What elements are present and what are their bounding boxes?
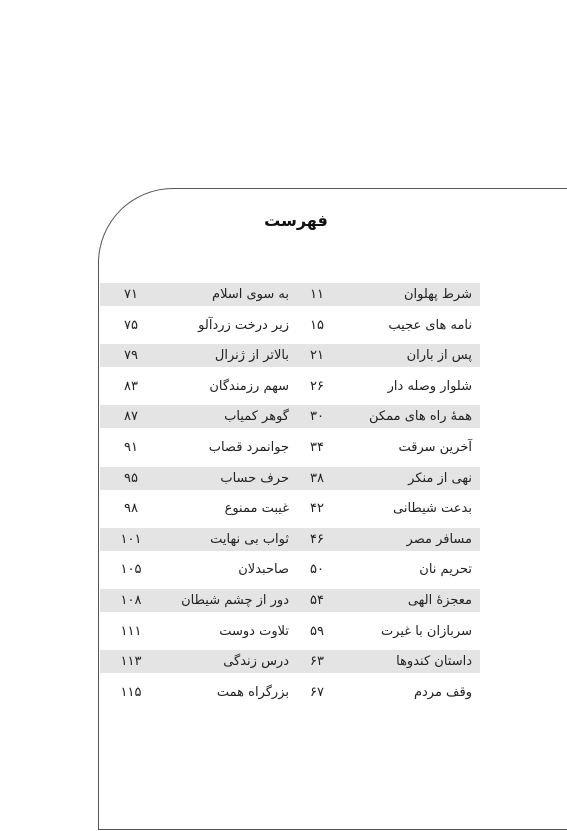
toc-entry-title: جوانمرد قصاب: [208, 439, 289, 455]
toc-entry-title: آخرین سرقت: [398, 439, 472, 455]
toc-row: [100, 620, 480, 643]
toc-entry-page: ۴۲: [310, 501, 324, 517]
toc-row: [100, 681, 480, 704]
toc-row: [100, 528, 480, 551]
toc-entry-title: به سوی اسلام: [212, 287, 289, 302]
toc-row: [100, 589, 480, 612]
toc-entry-page: ۳۴: [310, 439, 324, 455]
toc-entry-title: پس از باران: [406, 348, 472, 364]
toc-entry-title: مسافر مصر: [406, 531, 472, 547]
toc-row: [100, 436, 480, 459]
toc-row: [100, 283, 480, 306]
toc-entry-title: غیبت ممنوع: [224, 501, 289, 517]
toc-row: [100, 558, 480, 581]
toc-entry-title: معجزهٔ الهی: [407, 592, 472, 608]
toc-entry-page: ۸۳: [124, 378, 138, 394]
toc-entry-title: تحریم نان: [419, 562, 472, 578]
toc-row: [100, 314, 480, 337]
toc-entry-page: ۹۵: [124, 470, 138, 486]
toc-entry-title: بدعت شیطانی: [393, 501, 472, 517]
toc-entry-title: شلوار وصله دار: [387, 378, 472, 394]
toc-entry-title: گوهر کمیاب: [224, 409, 289, 425]
toc-entry-page: ۴۶: [310, 531, 324, 547]
toc-title: فهرست: [264, 211, 328, 230]
toc-row: [100, 375, 480, 398]
toc-entry-title: تلاوت دوست: [219, 623, 289, 639]
toc-row: [100, 467, 480, 490]
toc-entry-title: نامه های عجیب: [388, 317, 472, 333]
toc-entry-title: دور از چشم شیطان: [181, 592, 289, 608]
toc-entry-title: سربازان با غیرت: [380, 623, 472, 639]
toc-entry-title: بزرگراه همت: [216, 684, 289, 700]
toc-entry-page: ۱۱۵: [120, 684, 142, 700]
toc-entry-title: درس زندگی: [223, 654, 289, 670]
toc-entry-page: ۱۱۳: [120, 654, 142, 670]
toc-entry-title: سهم رزمندگان: [209, 378, 289, 394]
toc-entry-title: وقف مردم: [413, 684, 472, 700]
toc-entry-page: ۵۰: [310, 562, 324, 578]
toc-entry-title: ثواب بی نهایت: [210, 531, 289, 547]
toc-entry-title: حرف حساب: [220, 470, 289, 486]
toc-entry-title: صاحبدلان: [238, 562, 289, 578]
toc-entry-title: شرط پهلوان: [403, 287, 472, 302]
toc-entry-page: ۵۴: [310, 592, 324, 608]
toc-entry-page: ۲۶: [310, 378, 324, 394]
toc-entry-title: داستان کندوها: [396, 654, 472, 670]
toc-row: [100, 497, 480, 520]
toc-entry-page: ۷۱: [124, 287, 138, 302]
toc-entry-page: ۵۹: [310, 623, 324, 639]
toc-entry-page: ۱۵: [310, 317, 324, 333]
toc-entry-page: ۳۰: [310, 409, 324, 425]
toc-entry-page: ۱۰۸: [120, 592, 142, 608]
toc-entry-page: ۳۸: [310, 470, 324, 486]
toc-entry-page: ۷۹: [124, 348, 138, 364]
toc-entry-title: زیر درخت زردآلو: [198, 317, 289, 333]
toc-entry-title: همهٔ راه های ممکن: [369, 409, 472, 425]
toc-entry-page: ۹۱: [124, 439, 138, 455]
toc-row: [100, 344, 480, 367]
toc-entry-page: ۱۰۱: [120, 531, 142, 547]
toc-entry-title: نهی از منکر: [408, 470, 472, 486]
toc-entry-page: ۹۸: [124, 501, 138, 517]
toc-entry-title: بالاتر از ژنرال: [214, 348, 289, 364]
toc-entry-page: ۷۵: [124, 317, 138, 333]
toc-entry-page: ۱۱۱: [120, 623, 142, 639]
toc-list: [100, 283, 480, 711]
toc-entry-page: ۱۱: [310, 287, 324, 302]
toc-row: [100, 650, 480, 673]
toc-entry-page: ۸۷: [124, 409, 138, 425]
toc-entry-page: ۲۱: [310, 348, 324, 364]
toc-entry-page: ۶۷: [310, 684, 324, 700]
toc-entry-page: ۶۳: [310, 654, 324, 670]
toc-entry-page: ۱۰۵: [120, 562, 142, 578]
toc-row: [100, 405, 480, 428]
